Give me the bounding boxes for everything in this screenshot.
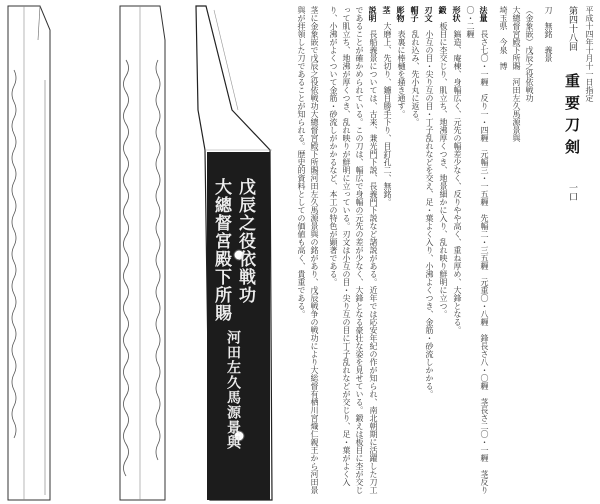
owner-name: 今泉 博 bbox=[499, 38, 508, 70]
label-3: 刃文 bbox=[424, 6, 434, 22]
text-2: 板目に杢交じり、肌立ち、地沸厚くつき、地景細かに入り、乱れ映り鮮明に立つ。 bbox=[439, 22, 448, 318]
label-2: 鍛 bbox=[438, 6, 448, 14]
body-1 bbox=[450, 6, 464, 498]
body-0 bbox=[464, 6, 491, 498]
body-8 bbox=[295, 6, 321, 498]
body-6 bbox=[380, 6, 394, 498]
blade-middle-drawing bbox=[120, 6, 165, 500]
title-text: 重要刀剣 bbox=[563, 73, 581, 161]
document-text bbox=[290, 6, 596, 498]
label-1: 形状 bbox=[452, 6, 462, 22]
body-7 bbox=[327, 6, 380, 498]
text-7: 長船義景については、古来、兼光門下説、長義門下説など諸説がある。近年では応安年紀の作が知られ、南北朝期に活躍した刀工であることが確かめられている。この刀は、幅広で身幅の元先の差が少なく、大鋒となる豪壮な姿を見せている。鍛えは板目に杢が交じって肌立ち、地沸が厚くつき、乱れ映りが鮮明に立っている。刃文は小互の目・尖り互の目に丁子乱れなどが交じり、足・葉がよく入り、小沸がよくついて金筋・砂流しがかかるなど、本工の特色が顕著である。 bbox=[329, 6, 378, 494]
text-3: 小互の目・尖り互の目・丁子乱れなどを交え、足・葉よく入り、小沸よくつき、金筋・砂流しかかる。 bbox=[425, 30, 434, 398]
inscription-line-1: （金象嵌）戊辰之役依戦功 bbox=[525, 6, 534, 102]
document-title bbox=[561, 6, 583, 498]
inscription-line-2: 大總督宮殿下所賜 河田左久馬源景與 bbox=[512, 6, 521, 142]
label-5: 彫物 bbox=[396, 6, 406, 22]
inscription-back-1: 河田左久馬源景與 bbox=[225, 330, 241, 450]
sword-drawings bbox=[0, 0, 285, 504]
body-4 bbox=[408, 6, 422, 498]
owner-line bbox=[497, 6, 510, 498]
label-0: 法量 bbox=[479, 6, 489, 22]
text-6: 大磨上、先切り、鑢目勝手下り、目釘孔二、無銘。 bbox=[383, 22, 392, 206]
text-0: 長さ七〇・一糎 反り一・四糎 元幅三・一五糎 先幅二・三五糎 元重〇・八糎 鋒長さ八・〇糎 茎長さ二〇・一糎 茎反り〇・二糎 bbox=[466, 6, 489, 494]
text-4: 乱れ込み、先小丸に返る。 bbox=[411, 30, 420, 126]
text-5: 表裏に棒樋を掻き通す。 bbox=[397, 30, 406, 118]
body-3 bbox=[422, 6, 436, 498]
owner-pref: 埼玉県 bbox=[499, 6, 508, 30]
inscription-front-2: 大總督宮殿下所賜 bbox=[211, 178, 231, 322]
text-1: 鎬造、庵棟、身幅広く、元先の幅差少なく、反りやや高く、重ね厚め、大鋒となる。 bbox=[453, 30, 462, 334]
date-line: 平成十四年十月十一日指定 bbox=[585, 6, 594, 102]
item-number: 第四十八回 bbox=[567, 6, 577, 51]
label-4: 帽子 bbox=[410, 6, 420, 22]
type-line: 刀 無銘 義景 bbox=[544, 6, 553, 62]
body-5 bbox=[394, 6, 408, 498]
inscription-front-1: 戊辰之役依戦功 bbox=[235, 178, 255, 304]
text-8: 茎に金象嵌で戊辰之役依戦功大總督宮殿下所賜河田左久馬源景與の銘があり、戊辰戦争の戦功により大総督有栖川宮熾仁親王から河田景與が拝領した刀であることが知られる。歴史的資料としての価値も高く、貴重である。 bbox=[297, 6, 319, 494]
label-7: 説明 bbox=[368, 6, 378, 22]
blade-left-drawing bbox=[8, 6, 50, 500]
body-2 bbox=[436, 6, 450, 498]
label-6: 茎 bbox=[382, 6, 392, 14]
count-text: 一口 bbox=[567, 183, 577, 201]
